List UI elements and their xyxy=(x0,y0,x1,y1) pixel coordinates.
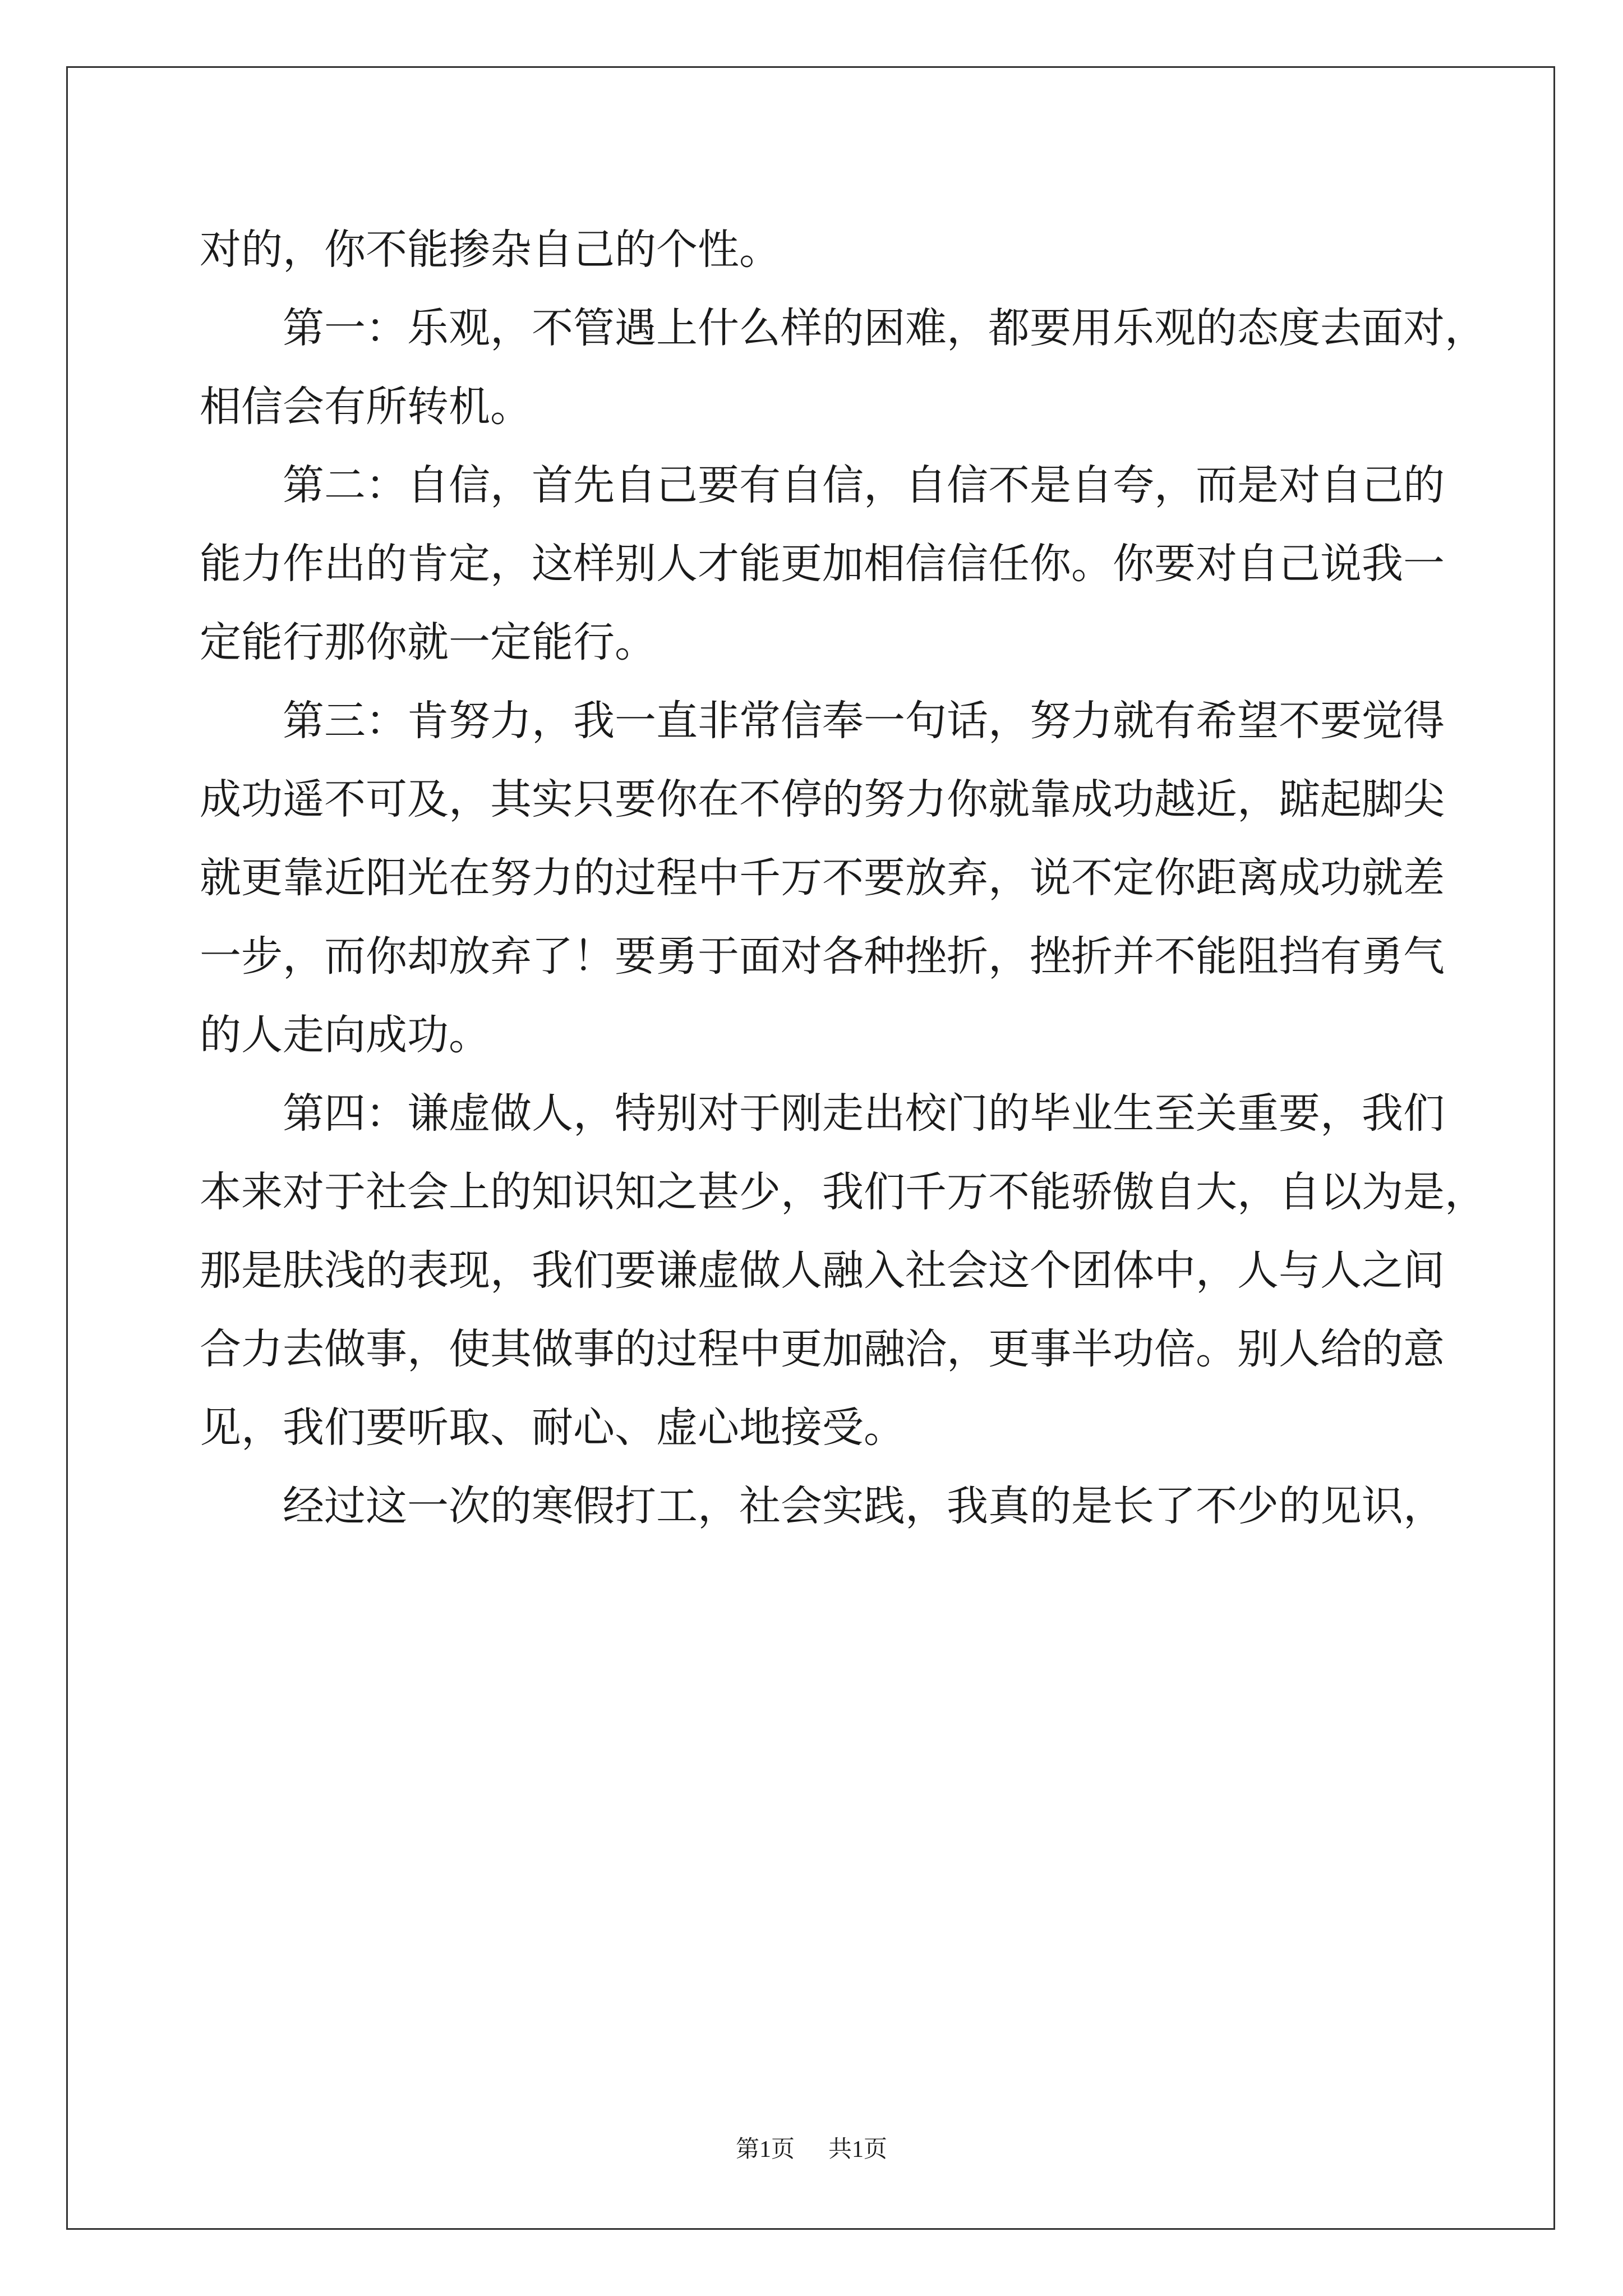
text-line: 第二：自信，首先自己要有自信，自信不是自夸，而是对自己的 xyxy=(200,461,1445,509)
text-line: 第一：乐观，不管遇上什么样的困难，都要用乐观的态度去面对， xyxy=(200,304,1486,352)
text-line: 合力去做事，使其做事的过程中更加融洽，更事半功倍。别人给的意 xyxy=(200,1325,1445,1373)
text-line: 的人走向成功。 xyxy=(200,1011,490,1059)
total-pages-label: 共1页 xyxy=(828,2137,888,2162)
text-line: 第四：谦虚做人，特别对于刚走出校门的毕业生至关重要，我们 xyxy=(200,1089,1445,1138)
text-line: 能力作出的肯定，这样别人才能更加相信信任你。你要对自己说我一 xyxy=(200,540,1445,588)
text-line: 见，我们要听取、耐心、虚心地接受。 xyxy=(200,1404,905,1452)
text-line: 相信会有所转机。 xyxy=(200,383,532,431)
document-body xyxy=(200,210,1486,1545)
text-line: 第三：肯努力，我一直非常信奉一句话，努力就有希望不要觉得 xyxy=(200,697,1445,745)
current-page-label: 第1页 xyxy=(735,2137,795,2162)
text-line: 就更靠近阳光在努力的过程中千万不要放弃，说不定你距离成功就差 xyxy=(200,854,1445,902)
text-line: 经过这一次的寒假打工，社会实践，我真的是长了不少的见识， xyxy=(200,1482,1445,1530)
text-line: 成功遥不可及，其实只要你在不停的努力你就靠成功越近，踮起脚尖 xyxy=(200,775,1445,823)
text-line: 定能行那你就一定能行。 xyxy=(200,618,656,666)
text-line: 一步，而你却放弃了！要勇于面对各种挫折，挫折并不能阻挡有勇气 xyxy=(200,932,1445,981)
text-line: 对的，你不能掺杂自己的个性。 xyxy=(200,226,781,274)
text-line: 那是肤浅的表现，我们要谦虚做人融入社会这个团体中，人与人之间 xyxy=(200,1246,1445,1295)
page-footer xyxy=(0,2133,1623,2166)
text-line: 本来对于社会上的知识知之甚少，我们千万不能骄傲自大，自以为是， xyxy=(200,1168,1486,1216)
